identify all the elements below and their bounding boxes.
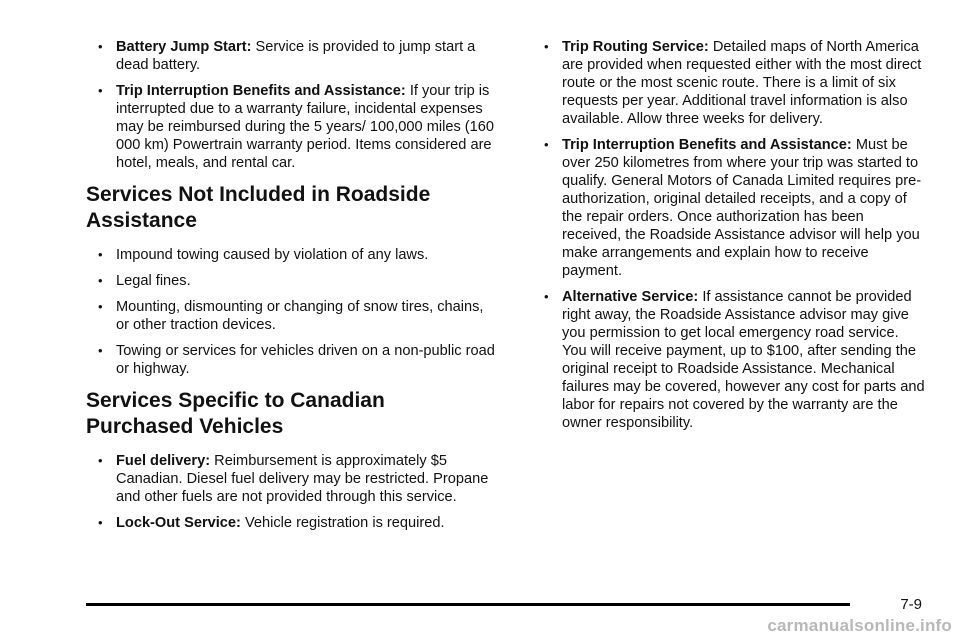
footer-rule bbox=[86, 603, 850, 606]
item-text: Towing or services for vehicles driven on a non-public road or highway. bbox=[116, 343, 495, 377]
page-number: 7-9 bbox=[900, 596, 922, 613]
item-label: Trip Interruption Benefits and Assistance: bbox=[116, 83, 406, 99]
watermark: carmanualsonline.info bbox=[767, 616, 952, 635]
bullet-icon: • bbox=[98, 247, 103, 262]
item-text: Reimbursement is approximately $5 Canadian. Diesel fuel delivery may be restricted. Propane and other fuels are not provided through this service. bbox=[116, 453, 489, 505]
left-column bbox=[86, 38, 496, 532]
list-item bbox=[532, 288, 927, 432]
not-included-list bbox=[86, 246, 496, 378]
bullet-icon: • bbox=[98, 299, 103, 314]
item-text: If your trip is interrupted due to a warranty failure, incidental expenses may be reimbursed during the 5 years/ 100,000 miles (160 000 km) Powertrain warranty period. Items considered are hotel, meals, and rental car. bbox=[116, 83, 495, 171]
list-item bbox=[86, 514, 496, 532]
roadside-services-list bbox=[86, 38, 496, 172]
item-text: If assistance cannot be provided right away, the Roadside Assistance advisor may give you permission to get local emergency road service. You will receive payment, up to $100, after sending the original receipt to Roadside Assistance. Mechanical failures may be covered, however any cost for parts and labor for repairs not covered by the warranty are the owner responsibility. bbox=[562, 289, 925, 431]
bullet-icon: • bbox=[544, 39, 549, 54]
bullet-icon: • bbox=[544, 137, 549, 152]
list-item bbox=[86, 298, 496, 334]
right-column bbox=[532, 38, 927, 432]
item-text: Impound towing caused by violation of any laws. bbox=[116, 247, 429, 263]
bullet-icon: • bbox=[98, 515, 103, 530]
section-heading-not-included: Services Not Included in Roadside Assistance bbox=[86, 183, 431, 232]
section-heading-canadian: Services Specific to Canadian Purchased Vehicles bbox=[86, 389, 385, 438]
item-text: Legal fines. bbox=[116, 273, 191, 289]
item-text: Mounting, dismounting or changing of snow tires, chains, or other traction devices. bbox=[116, 299, 484, 333]
list-item bbox=[86, 246, 496, 264]
item-text: Detailed maps of North America are provided when requested either with the most direct route or the most scenic route. There is a limit of six requests per year. Additional travel information is also available. Allow three weeks for delivery. bbox=[562, 39, 922, 127]
bullet-icon: • bbox=[98, 83, 103, 98]
item-text: Must be over 250 kilometres from where your trip was started to qualify. General Motors of Canada Limited requires pre-authorization, original detailed receipts, and a copy of the repair orders. Once authorization has been received, the Roadside Assistance advisor will help you make arrangements and explain how to receive payment. bbox=[562, 137, 922, 279]
list-item bbox=[86, 342, 496, 378]
item-text: Service is provided to jump start a dead battery. bbox=[116, 39, 476, 73]
bullet-icon: • bbox=[98, 343, 103, 358]
list-item bbox=[86, 452, 496, 506]
item-text: Vehicle registration is required. bbox=[240, 515, 445, 531]
bullet-icon: • bbox=[98, 453, 103, 468]
item-label: Lock-Out Service: bbox=[116, 515, 241, 531]
list-item bbox=[86, 38, 496, 74]
list-item bbox=[532, 136, 927, 280]
item-label: Battery Jump Start: bbox=[116, 39, 252, 55]
canadian-services-list-continued bbox=[532, 38, 927, 432]
item-label: Trip Interruption Benefits and Assistance: bbox=[562, 137, 852, 153]
bullet-icon: • bbox=[98, 273, 103, 288]
item-label: Fuel delivery: bbox=[116, 453, 211, 469]
canadian-services-list bbox=[86, 452, 496, 532]
list-item bbox=[86, 82, 496, 172]
list-item bbox=[86, 272, 496, 290]
item-label: Trip Routing Service: bbox=[562, 39, 709, 55]
list-item bbox=[532, 38, 927, 128]
item-label: Alternative Service: bbox=[562, 289, 699, 305]
bullet-icon: • bbox=[544, 289, 549, 304]
bullet-icon: • bbox=[98, 39, 103, 54]
